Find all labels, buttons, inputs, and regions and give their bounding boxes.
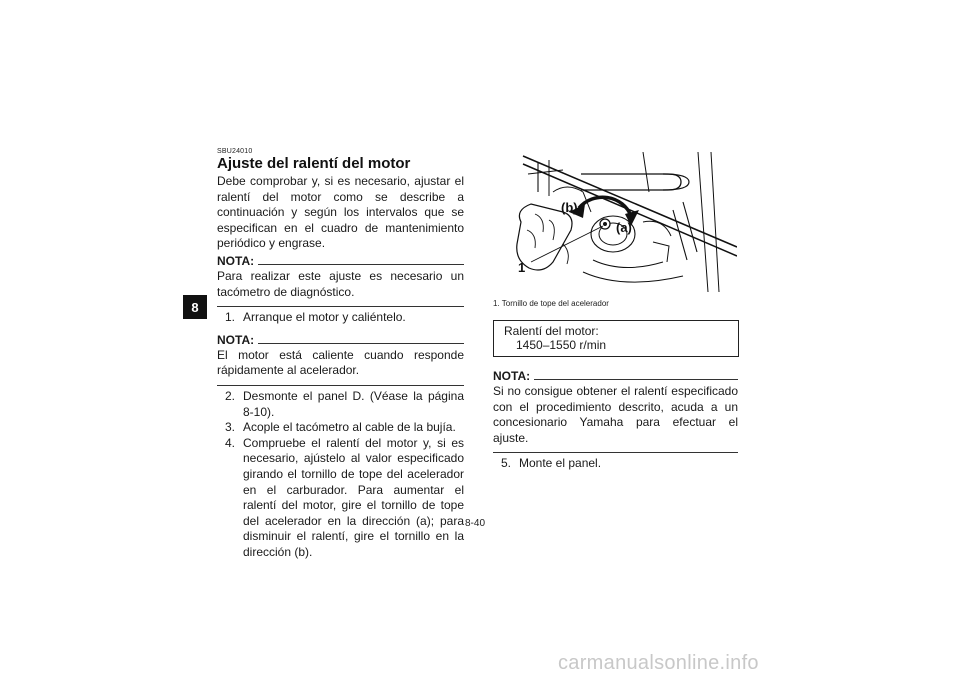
figure-caption: 1. Tornillo de tope del acelerador (493, 299, 609, 308)
nota-block-3 (493, 369, 738, 453)
nota-heading: NOTA: (217, 333, 464, 347)
steps-list (217, 389, 464, 561)
step-5: 5. Monte el panel. (501, 456, 602, 471)
carburetor-illustration (493, 152, 737, 292)
nota-text-3: Si no consigue obtener el ralentí especificado con el procedimiento descrito, acuda a un concesionario Yamaha para efectuar el ajuste. (493, 384, 738, 445)
spec-value: 1450–1550 r/min (516, 338, 607, 352)
label-a: (a) (616, 220, 632, 235)
step-2: 2. Desmonte el panel D. (Véase la página 8-10). (225, 388, 464, 419)
nota-divider (217, 384, 464, 386)
nota-divider (493, 451, 738, 453)
step-3: 3. Acople el tacómetro al cable de la bujía. (225, 420, 456, 435)
nota-heading: NOTA: (493, 369, 738, 383)
step-1: 1. Arranque el motor y caliéntelo. (225, 310, 406, 325)
right-column (493, 369, 738, 472)
page-number: 8-40 (465, 518, 486, 529)
label-b: (b) (561, 200, 578, 215)
step-4: 4. Compruebe el ralentí del motor y, si es necesario, ajústelo al valor especificado girando el tornillo de tope del acelerador en el carburador. Para aumentar el ralentí del motor, gire el tornillo de tope del acelerador en la dirección (a); para disminuir el ralentí, gire el tornillo en la dirección (b). (225, 435, 464, 559)
section-code: SBU24010 (217, 148, 253, 155)
watermark: carmanualsonline.info (558, 652, 759, 674)
nota-text-2: El motor está caliente cuando responde rápidamente al acelerador. (217, 347, 464, 378)
chapter-tab: 8 (183, 295, 207, 319)
nota-heading: NOTA: (217, 254, 464, 268)
spec-label: Ralentí del motor: (504, 324, 599, 338)
nota-text-1: Para realizar este ajuste es necesario un tacómetro de diagnóstico. (217, 268, 464, 299)
section-title: Ajuste del ralentí del motor (217, 155, 411, 172)
intro-paragraph: Debe comprobar y, si es necesario, ajustar el ralentí del motor como se describe a continuación y según los intervalos que se especifican en el cuadro de mantenimiento periódico y engrase. (217, 174, 464, 251)
label-1: 1 (518, 260, 526, 275)
nota-block-2 (217, 333, 464, 386)
left-column (217, 174, 464, 560)
nota-divider (217, 305, 464, 307)
nota-block-1 (217, 254, 464, 307)
spec-box (493, 320, 739, 357)
carburetor-figure (493, 152, 737, 292)
